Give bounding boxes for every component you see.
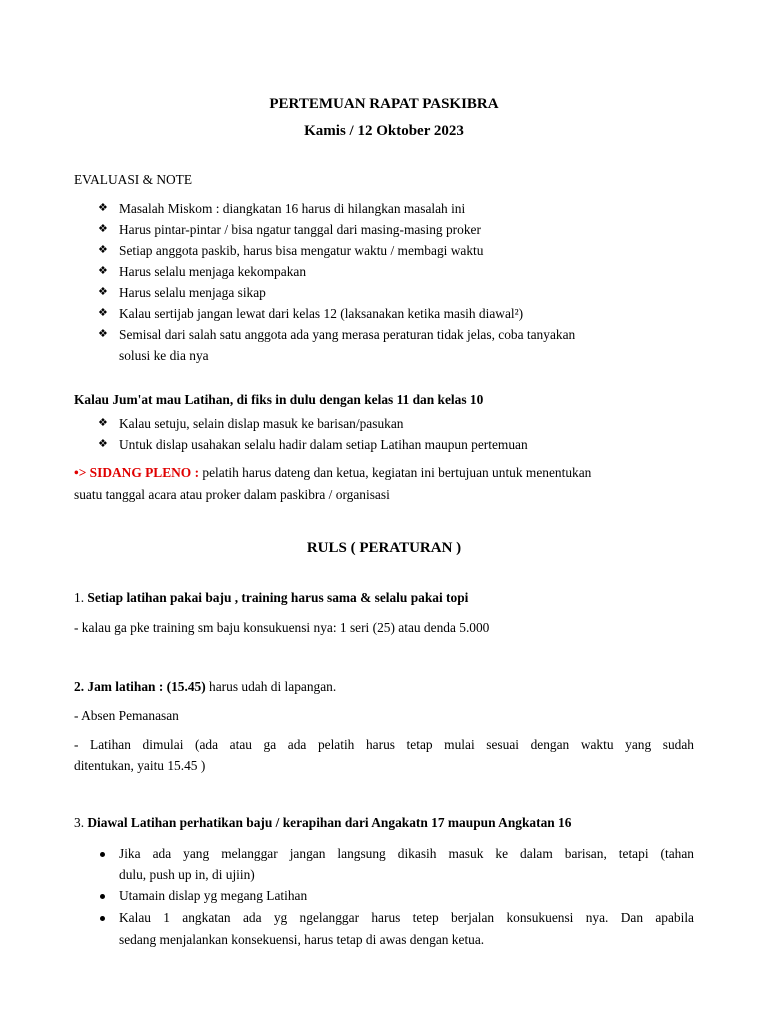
rule-1-text: Setiap latihan pakai baju , training harus sama & selalu pakai topi: [87, 590, 469, 605]
sidang-continuation: suatu tanggal acara atau proker dalam paskibra / organisasi: [74, 487, 390, 502]
diamond-bullet-icon: ❖: [98, 244, 108, 256]
rule-1-note: - kalau ga pke training sm baju konsukuensi nya: 1 seri (25) atau denda 5.000: [74, 620, 490, 635]
list-item: Masalah Miskom : diangkatan 16 harus di hilangkan masalah ini: [119, 201, 466, 216]
sidang-paragraph: [74, 465, 591, 481]
rule-3: [74, 815, 571, 831]
list-item: Harus pintar-pintar / bisa ngatur tanggal dari masing-masing proker: [119, 222, 481, 237]
rule-1: [74, 590, 468, 606]
rule-2-text: harus udah di lapangan.: [205, 679, 337, 694]
rule-2-note-2: - Latihan dimulai (ada atau ga ada pelatih harus tetap mulai sesuai dengan waktu yang sudah: [74, 737, 694, 752]
rule-2-note-2-continuation: ditentukan, yaitu 15.45 ): [74, 758, 206, 773]
rules-heading: RULS ( PERATURAN ): [306, 540, 462, 556]
list-item: Semisal dari salah satu anggota ada yang merasa peraturan tidak jelas, coba tanyakan: [119, 327, 576, 342]
dot-bullet-icon: [100, 852, 105, 857]
diamond-bullet-icon: ❖: [98, 417, 108, 429]
rule-3-text: Diawal Latihan perhatikan baju / kerapihan dari Angakatn 17 maupun Angkatan 16: [87, 815, 572, 830]
dot-bullet-icon: [100, 916, 105, 921]
sidang-text: pelatih harus dateng dan ketua, kegiatan ini bertujuan untuk menentukan: [199, 465, 592, 480]
rule-2-time: (15.45): [166, 679, 206, 694]
diamond-bullet-icon: ❖: [98, 328, 108, 340]
diamond-bullet-icon: ❖: [98, 286, 108, 298]
diamond-bullet-icon: ❖: [98, 223, 108, 235]
list-item: Setiap anggota paskib, harus bisa mengatur waktu / membagi waktu: [119, 243, 484, 258]
diamond-bullet-icon: ❖: [98, 438, 108, 450]
diamond-bullet-icon: ❖: [98, 265, 108, 277]
list-item-continuation: sedang menjalankan konsekuensi, harus tetap di awas dengan ketua.: [119, 932, 485, 947]
list-item: Kalau sertijab jangan lewat dari kelas 12 (laksanakan ketika masih diawal²): [119, 306, 524, 321]
rule-2-note-1: - Absen Pemanasan: [74, 708, 179, 723]
list-item: Harus selalu menjaga sikap: [119, 285, 266, 300]
list-item: Untuk dislap usahakan selalu hadir dalam setiap Latihan maupun pertemuan: [119, 437, 528, 452]
list-item: Utamain dislap yg megang Latihan: [119, 888, 308, 903]
document-title: PERTEMUAN RAPAT PASKIBRA: [269, 96, 499, 112]
evaluasi-heading: EVALUASI & NOTE: [74, 172, 193, 187]
rule-2-label: 2. Jam latihan :: [74, 679, 167, 694]
diamond-bullet-icon: ❖: [98, 202, 108, 214]
list-item: Jika ada yang melanggar jangan langsung dikasih masuk ke dalam barisan, tetapi (tahan: [119, 846, 694, 861]
list-item: Kalau setuju, selain dislap masuk ke barisan/pasukan: [119, 416, 404, 431]
latihan-heading: Kalau Jum'at mau Latihan, di fiks in dulu dengan kelas 11 dan kelas 10: [74, 392, 484, 407]
list-item: Harus selalu menjaga kekompakan: [119, 264, 307, 279]
rule-1-number: 1.: [74, 590, 88, 605]
list-item-continuation: dulu, push up in, di ujiin): [119, 867, 255, 882]
diamond-bullet-icon: ❖: [98, 307, 108, 319]
rule-3-number: 3.: [74, 815, 88, 830]
document-date: Kamis / 12 Oktober 2023: [304, 123, 464, 139]
sidang-label: •> SIDANG PLENO :: [74, 465, 200, 480]
list-item-continuation: solusi ke dia nya: [119, 348, 209, 363]
dot-bullet-icon: [100, 894, 105, 899]
rule-2: [74, 679, 336, 695]
list-item: Kalau 1 angkatan ada yg ngelanggar harus tetep berjalan konsukuensi nya. Dan apabila: [119, 910, 694, 925]
